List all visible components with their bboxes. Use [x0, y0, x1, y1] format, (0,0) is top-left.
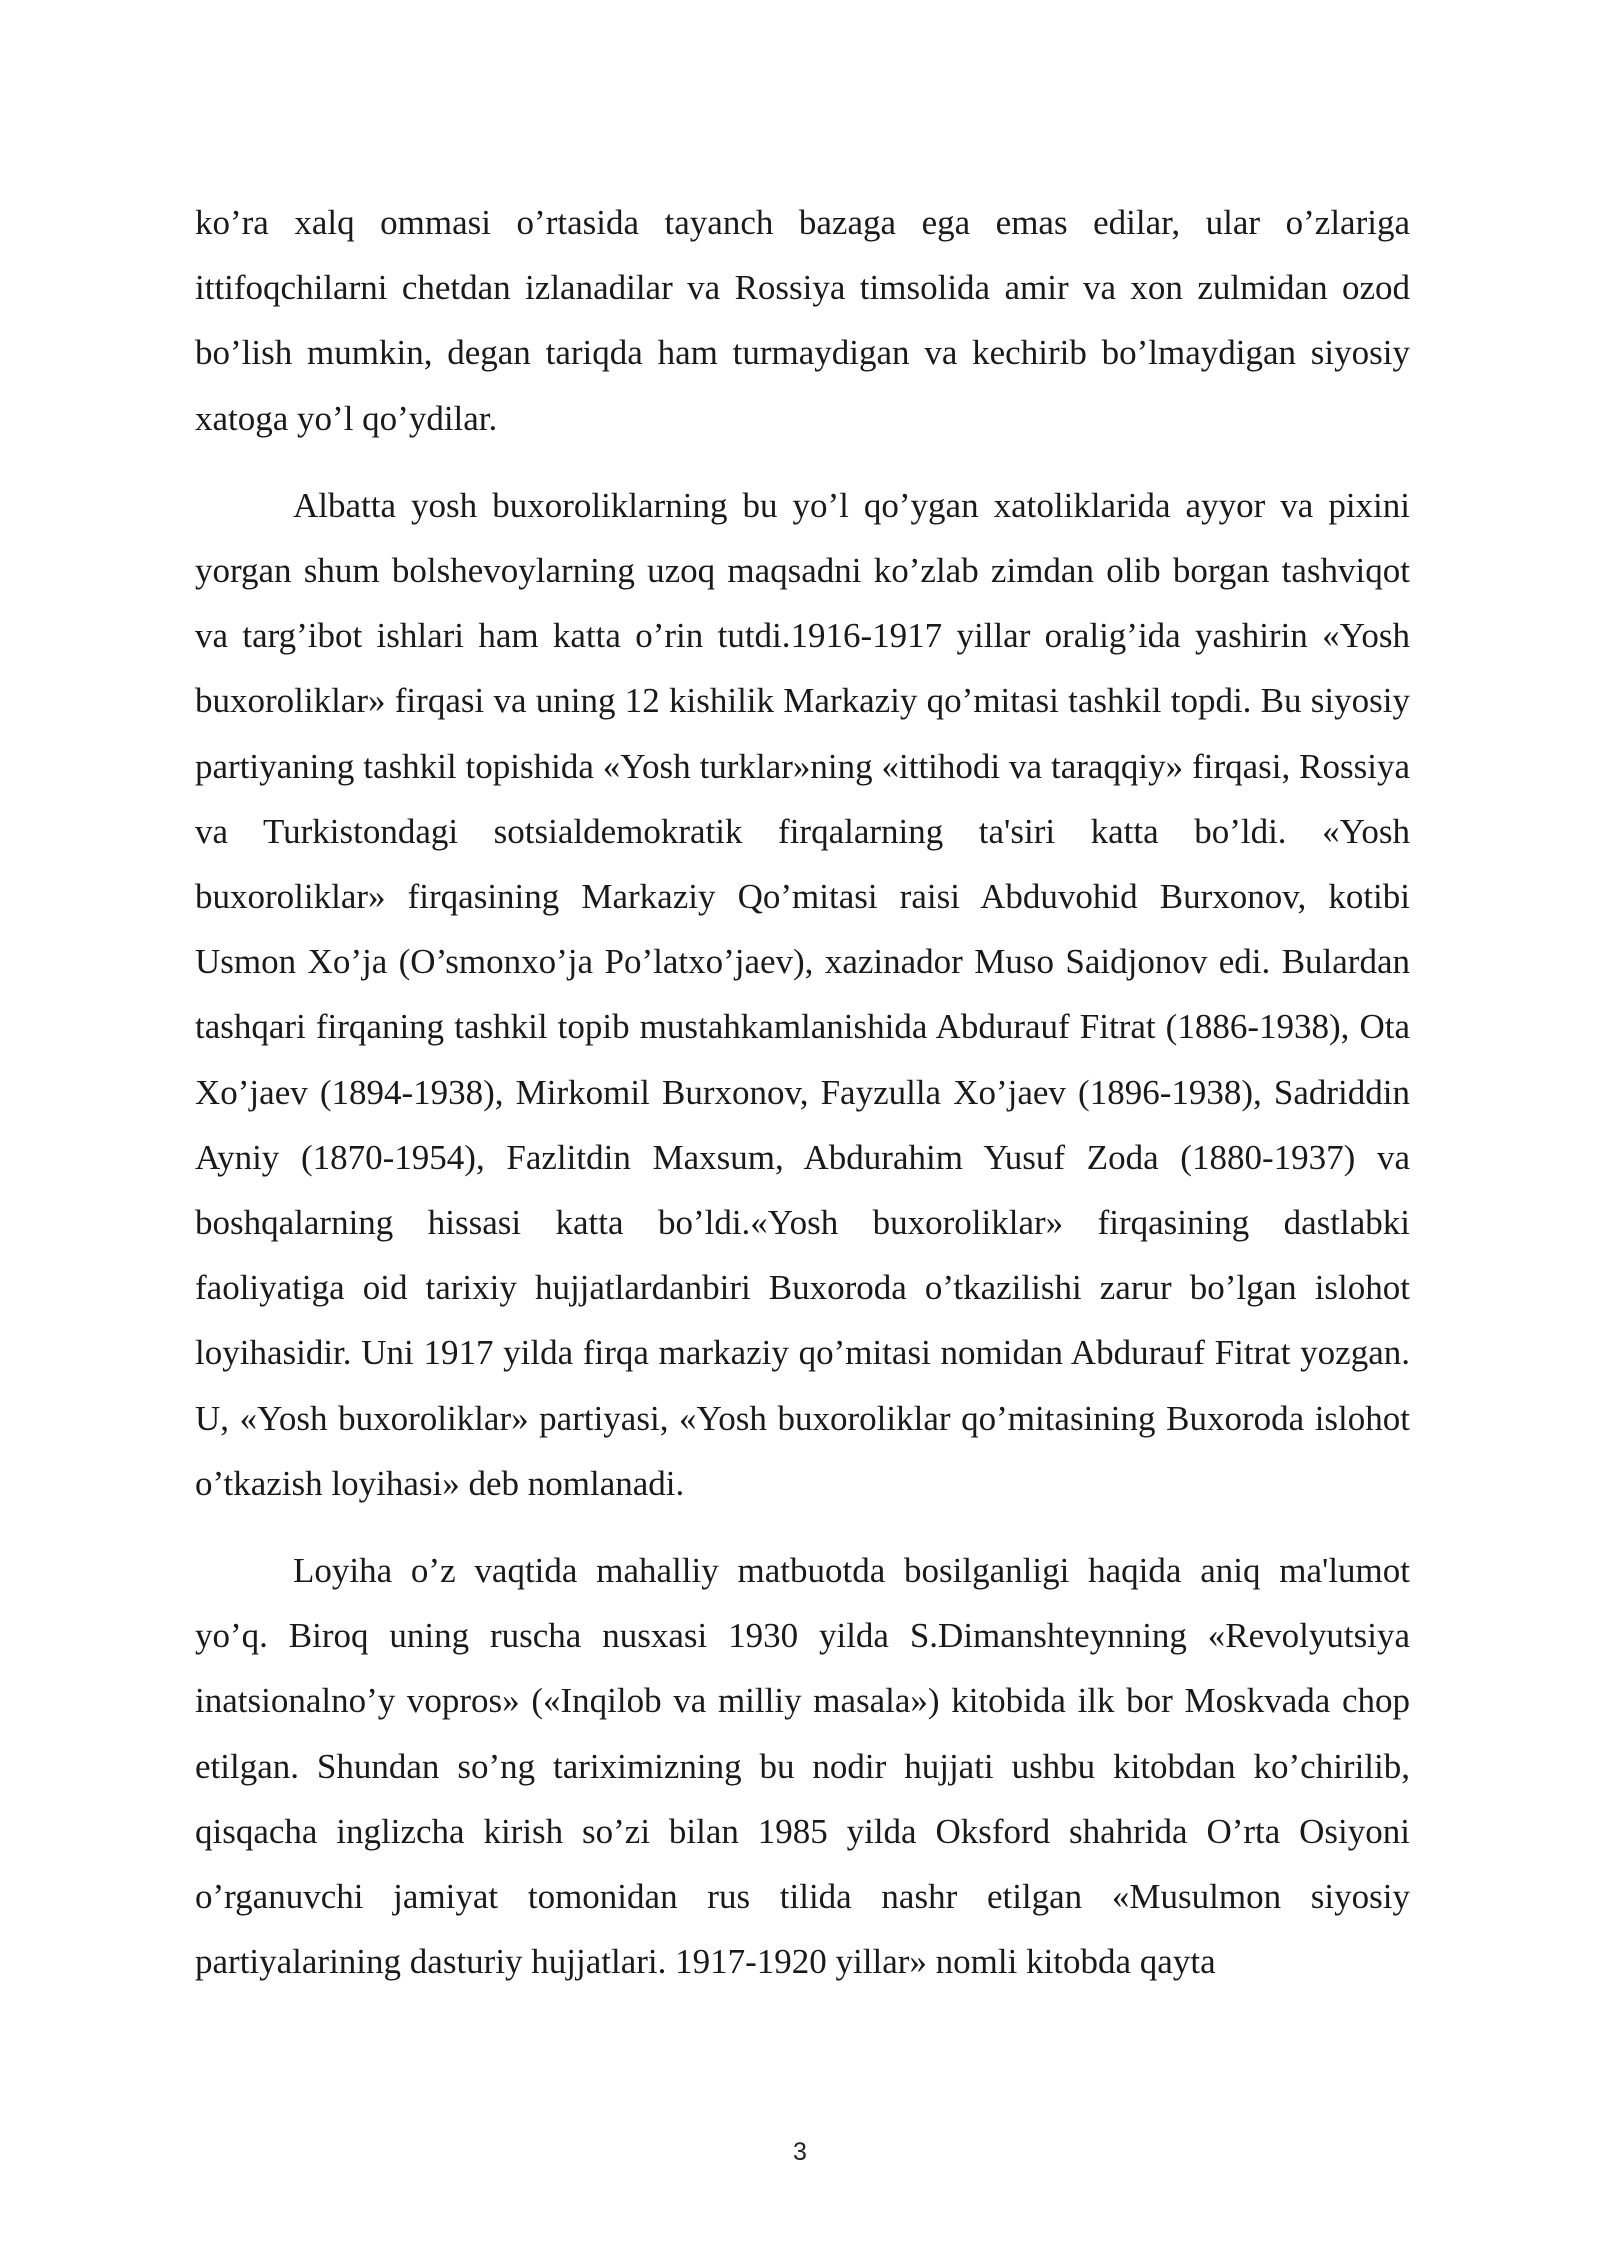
page-number: 3: [793, 2138, 807, 2166]
paragraph-1: ko’ra xalq ommasi o’rtasida tayanch bazaga ega emas edilar, ular o’zlariga ittifoqchilarni chetdan izlanadilar va Rossiya timsolida amir va xon zulmidan ozod bo’lish mumkin, degan tariqda ham turmaydigan va kechirib bo’lmaydigan siyosiy xatoga yo’l qo’ydilar.: [195, 203, 1410, 438]
paragraph-3: Loyiha o’z vaqtida mahalliy matbuotda bosilganligi haqida aniq ma'lumot yo’q. Biroq uning ruscha nusxasi 1930 yilda S.Dimanshteynning «Revolyutsiya inatsionalno’y vopros» («Inqilob va milliy masala») kitobida ilk bor Moskvada chop etilgan. Shundan so’ng tariximizning bu nodir hujjati ushbu kitobdan ko’chirilib, qisqacha inglizcha kirish so’zi bilan 1985 yilda Oksford shahrida O’rta Osiyoni o’rganuvchi jamiyat tomonidan rus tilida nashr etilgan «Musulmon siyosiy partiyalarining dasturiy hujjatlari. 1917-1920 yillar» nomli kitobda qayta: [195, 1551, 1410, 1982]
paragraph-2: Albatta yosh buxoroliklarning bu yo’l qo’ygan xatoliklarida ayyor va pixini yorgan shum bolshevoylarning uzoq maqsadni ko’zlab zimdan olib borgan tashviqot va targ’ibot ishlari ham katta o’rin tutdi.1916-1917 yillar oralig’ida yashirin «Yosh buxoroliklar» firqasi va uning 12 kishilik Markaziy qo’mitasi tashkil topdi. Bu siyosiy partiyaning tashkil topishida «Yosh turklar»ning «ittihodi va taraqqiy» firqasi, Rossiya va Turkistondagi sotsialdemokratik firqalarning ta'siri katta bo’ldi. «Yosh buxoroliklar» firqasining Markaziy Qo’mitasi raisi Abduvohid Burxonov, kotibi Usmon Xo’ja (O’smonxo’ja Po’latxo’jaev), xazinador Muso Saidjonov edi. Bulardan tashqari firqaning tashkil topib mustahkamlanishida Abdurauf Fitrat (1886-1938), Ota Xo’jaev (1894-1938), Mirkomil Burxonov, Fayzulla Xo’jaev (1896-1938), Sadriddin Ayniy (1870-1954), Fazlitdin Maxsum, Abdurahim Yusuf Zoda (1880-1937) va boshqalarning hissasi katta bo’ldi.«Yosh buxoroliklar» firqasining dastlabki faoliyatiga oid tarixiy hujjatlardanbiri Buxoroda o’tkazilishi zarur bo’lgan islohot loyihasidir. Uni 1917 yilda firqa markaziy qo’mitasi nomidan Abdurauf Fitrat yozgan. U, «Yosh buxoroliklar» partiyasi, «Yosh buxoroliklar qo’mitasining Buxoroda islohot o’tkazish loyihasi» deb nomlanadi.: [195, 485, 1410, 1503]
document-body: [195, 190, 1410, 1994]
